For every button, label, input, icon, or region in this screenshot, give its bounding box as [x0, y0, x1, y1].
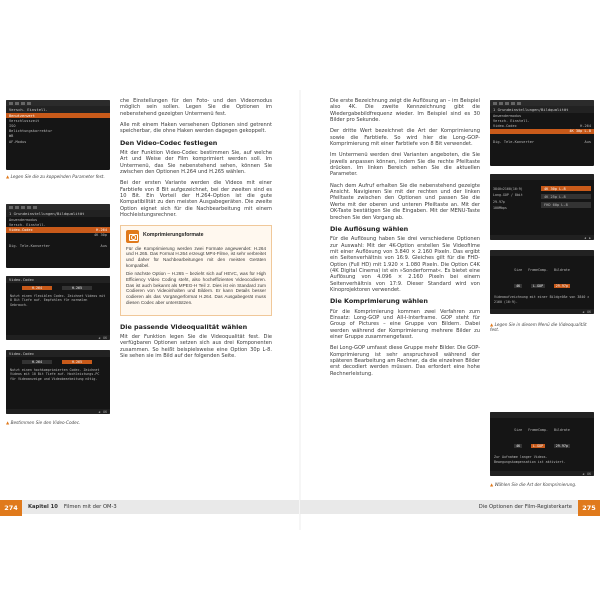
quality-option: 4K 25p L-8	[541, 194, 591, 199]
body-paragraph: Die erste Bezeichnung zeigt die Auflösung an – im Beispiel also 4K. Die zweite Kennzeichnung gibt die Wiedergabebildfrequenz wieder. Im Beispiel sind es 30 Bilder pro Sekunde.	[330, 98, 480, 124]
camera-menu-row: Versch. Einstell.	[493, 118, 530, 123]
camera-menu-row: 4K 30p L-8	[490, 129, 594, 134]
camera-menu-row: Benutzerwert	[6, 113, 110, 118]
param-label: Bildrate	[553, 268, 570, 272]
camera-screen-menu	[6, 204, 110, 268]
camera-screen-header: Video-Codec	[6, 276, 110, 283]
quality-detail: Long-GOP / 8bit	[493, 193, 523, 198]
body-paragraph: Mit der Funktion Video-Codec bestimmen Sie, auf welche Art und Weise der Film komprimiert werden soll. Im Untermenü, das Sie nebenstehend sehen, können Sie zwischen den Optionen H.264 und H.265 wählen.	[120, 150, 272, 176]
camera-menu-row: AF-Modus	[9, 139, 27, 144]
page-footer	[22, 500, 300, 514]
body-paragraph: Mit der Funktion legen Sie die Videoqualität fest. Die verfügbaren Optionen setzen sich aus drei Komponenten zusammen. So heißt beispielsweise eine Option 30p L-8. Sie sehen sie im Bild auf der folgenden Seite.	[120, 333, 272, 359]
camera-menu-row: Anwendermodus	[493, 113, 522, 118]
section-heading: Den Video-Codec festlegen	[120, 138, 218, 147]
section-heading: Die Komprimierung wählen	[330, 297, 428, 306]
caption-marker-icon: ▲	[490, 482, 494, 487]
camera-screen-header: Video-Codec	[6, 350, 110, 357]
camera-screen-header: 1 Grundeinstellungen/Bildqualität	[6, 210, 110, 217]
codec-option-h264: H.264	[22, 286, 52, 290]
codec-option-h265: H.265	[62, 286, 92, 290]
caption-marker-icon: ▲	[6, 420, 10, 425]
footer-title: Filmen mit der OM-3	[63, 504, 117, 510]
figure-caption: ▲ Wählen Sie die Art der Komprimierung.	[490, 482, 577, 487]
camera-screen-menu	[490, 100, 594, 166]
figure-caption: ▲ Legen Sie in diesem Menü die Videoqualität fest.	[490, 322, 587, 333]
camera-footer: ◀ OK	[6, 335, 110, 340]
camera-menu-row: Video-Codec H.264	[6, 227, 110, 232]
camera-screen-codec-h265	[6, 350, 110, 414]
camera-screen-compression	[490, 412, 594, 476]
right-page	[300, 0, 600, 600]
camera-menu-row: Dig. Tele-Konverter Aus	[9, 243, 107, 248]
page-number: 275	[578, 500, 600, 516]
figure-caption: ▲ Legen Sie die zu koppelnden Parameter fest.	[6, 174, 105, 179]
page-number: 274	[0, 500, 22, 516]
footer-title: Die Optionen der Film-Registerkarte	[478, 504, 572, 510]
codec-option-h265: H.265	[62, 360, 92, 364]
param-value: 4K	[516, 284, 521, 289]
caption-marker-icon: ▲	[490, 322, 494, 327]
section-heading: Die passende Videoqualität wählen	[120, 322, 248, 331]
figure-caption: ▲ Bestimmen Sie den Video-Codec.	[6, 420, 81, 425]
body-paragraph: Im Untermenü werden drei Varianten angeboten, die Sie jeweils anpassen können, indem Sie die rechte Pfeiltaste drücken. Im linken Bereich sehen Sie die aktuellen Parameter.	[330, 152, 480, 178]
param-value: 29.97p	[555, 284, 569, 289]
param-label: Size	[514, 428, 523, 432]
camera-footer: ◀ OK	[490, 471, 594, 476]
body-paragraph: Alle mit einem Haken versehenen Optionen sind getrennt speicherbar, die ohne Haken werden dagegen gekoppelt.	[120, 122, 272, 135]
tip-box	[120, 225, 272, 316]
caption-marker-icon: ▲	[6, 174, 10, 179]
camera-menu-row: Versch. Einstell.	[9, 222, 46, 227]
param-value: L-GOP	[532, 284, 544, 289]
quality-detail: 29.97p	[493, 199, 505, 204]
param-value: L-GOP	[532, 444, 544, 449]
quality-detail: 100Mbps	[493, 205, 507, 210]
camera-screen-quality-detail	[490, 250, 594, 314]
codec-option-h264: H.264	[22, 360, 52, 364]
camera-tip-icon	[126, 230, 139, 243]
camera-screen-header: Versch. Einstell.	[6, 106, 110, 113]
quality-option: 4K 30p L-8	[541, 186, 591, 191]
body-paragraph: che Einstellungen für den Foto- und den Videomodus möglich sein sollen. Legen Sie die Optionen im nebenstehend gezeigten Untermenü fest.	[120, 98, 272, 117]
body-paragraph: Nach dem Aufruf erhalten Sie die nebenstehend gezeigte Ansicht. Navigieren Sie mit der rechten und der linken Pfeiltaste zwischen den Optionen und passen Sie die Werte mit der oberen und unteren Pfeiltaste an. Mit der OK-Taste bestätigen Sie die Eingaben. Mit der MENU-Taste brechen Sie den Vorgang ab.	[330, 182, 480, 221]
body-paragraph: Für die Komprimierung kommen zwei Verfahren zum Einsatz: Long-GOP und All-I-Interframe. GOP steht für Group of Pictures – eine Gruppe von Bildern. Dabei werden während der Komprimierung mehrere Bilder zu einer Gruppe zusammengefasst.	[330, 308, 480, 340]
param-label: FrameComp.	[528, 428, 548, 432]
camera-menu-row: WB	[9, 134, 14, 139]
param-value: 4K	[516, 444, 521, 449]
camera-menu-row: ISO	[9, 123, 16, 128]
camera-menu-row: Video-Codec H.264	[493, 123, 591, 128]
param-label: Bildrate	[553, 428, 570, 432]
camera-footer: ◀ OK	[6, 409, 110, 414]
codec-description: Nutzt einen hochkomprimierten Codec. Zeichnet Videos mit 10 Bit Tiefe auf. Hochleistungs-PC für Videoanzeige und Videobearbeitung nötig.	[10, 368, 100, 381]
footer-chapter: Kapitel 10	[28, 504, 58, 510]
tip-paragraph: Für die Komprimierung werden zwei Formate angewendet: H.264 und H.265. Das Format H.264 erzeugt MP4-Filme, ist sehr verbreitet und daher für Nachbearbeitungen mit den meisten Geräten kompatibel.	[126, 245, 266, 268]
param-label: Size	[514, 268, 523, 272]
body-paragraph: Bei der ersten Variante werden die Videos mit einer Farbtiefe von 8 Bit aufgezeichnet, bei der zweiten sind es 10 Bit. Ein Vorteil der H.264-Option ist die gute Kompatibilität zu den meisten Ausgabegeräten. Die zweite Option eignet sich für die Nachbearbeitung mit einem Hochleistungsrechner.	[120, 180, 272, 219]
camera-screen-header: 1 Grundeinstellungen/Bildqualität	[490, 106, 594, 113]
right-text-column	[330, 98, 480, 382]
body-paragraph: Der dritte Wert bezeichnet die Art der Komprimierung sowie die Farbtiefe. So wird hier die Long-GOP-Komprimierung mit einer Farbtiefe von 8 Bit verwendet.	[330, 128, 480, 148]
quality-option: FHD 60p L-8	[541, 202, 591, 207]
left-text-column	[120, 98, 272, 364]
param-value: 29.97p	[555, 444, 569, 449]
camera-menu-row: Dig. Tele-Konverter Aus	[493, 139, 591, 144]
camera-footer: ◀ ▶	[490, 235, 594, 240]
camera-menu-row: Anwendermodus	[9, 217, 38, 222]
camera-screen-settings	[6, 100, 110, 170]
page-footer	[300, 500, 578, 514]
camera-menu-row: Verschlusszeit	[9, 118, 40, 123]
camera-footer: ◀ OK	[490, 309, 594, 314]
camera-screen-codec-h264	[6, 276, 110, 340]
tip-title: Komprimierungsformate	[126, 230, 266, 243]
codec-description: Nutzt einen flexiblen Codec. Zeichnet Videos mit 8 Bit Tiefe auf. Empfohlen für normalen Gebrauch.	[10, 294, 106, 307]
body-paragraph: Für die Auflösung haben Sie drei verschiedene Optionen zur Auswahl: Mit der 4K-Option erstellen Sie Videofilme mit einer Auflösung von 3.840 × 2.160 Pixeln. Das ergibt ein Seitenverhältnis von 16:9. Gleiches gilt für die FHD-Option (Full HD) mit 1.920 × 1.080 Pixeln. Die Option C4K (4K Digital Cinema) ist ein »Sonderformat«. Es bietet eine Auflösung von 4.096 × 2.160 Pixeln bei einem Seitenverhältnis von 17:9. Dieser Standard wird von Kinoprojektoren verwendet.	[330, 236, 480, 293]
camera-screen-quality-list	[490, 174, 594, 240]
quality-detail: 3840×2160(16:9)	[493, 187, 523, 191]
camera-menu-row: Belichtungskorrektur	[9, 129, 53, 134]
quality-description: Videoaufzeichnung mit einer Bildgröße von 3840 × 2160 (16:9).	[494, 295, 590, 304]
section-heading: Die Auflösung wählen	[330, 224, 409, 233]
body-paragraph: Bei Long-GOP umfasst diese Gruppe mehr Bilder. Die GOP-Komprimierung ist sehr anspruchsvoll während der späteren Bearbeitung am Rechner, da die einzelnen Bilder erst decodiert werden müssen. Das erfordert eine hohe Rechnerleistung.	[330, 345, 480, 377]
camera-menu-row: 4K 30p	[94, 233, 107, 238]
param-label: FrameComp.	[528, 268, 548, 272]
compression-description: Zur Aufnahme langer Videos. Bewegungskompensation ist aktiviert.	[494, 455, 566, 464]
tip-paragraph: Die nächste Option – H.265 – bezieht sich auf HEVC, was für High Efficiency Video Coding steht, also hocheffizientes Videocodieren. Das ist auch bekannt als MPEG-H Teil 2. Dies ist ein Standard zum Codieren von Videoinhalten und Bildern. Er kann Details besser codieren als das Vorgängerformat H.264. Das Ausgabegerät muss diesen Codec aber unterstützen.	[126, 271, 266, 305]
